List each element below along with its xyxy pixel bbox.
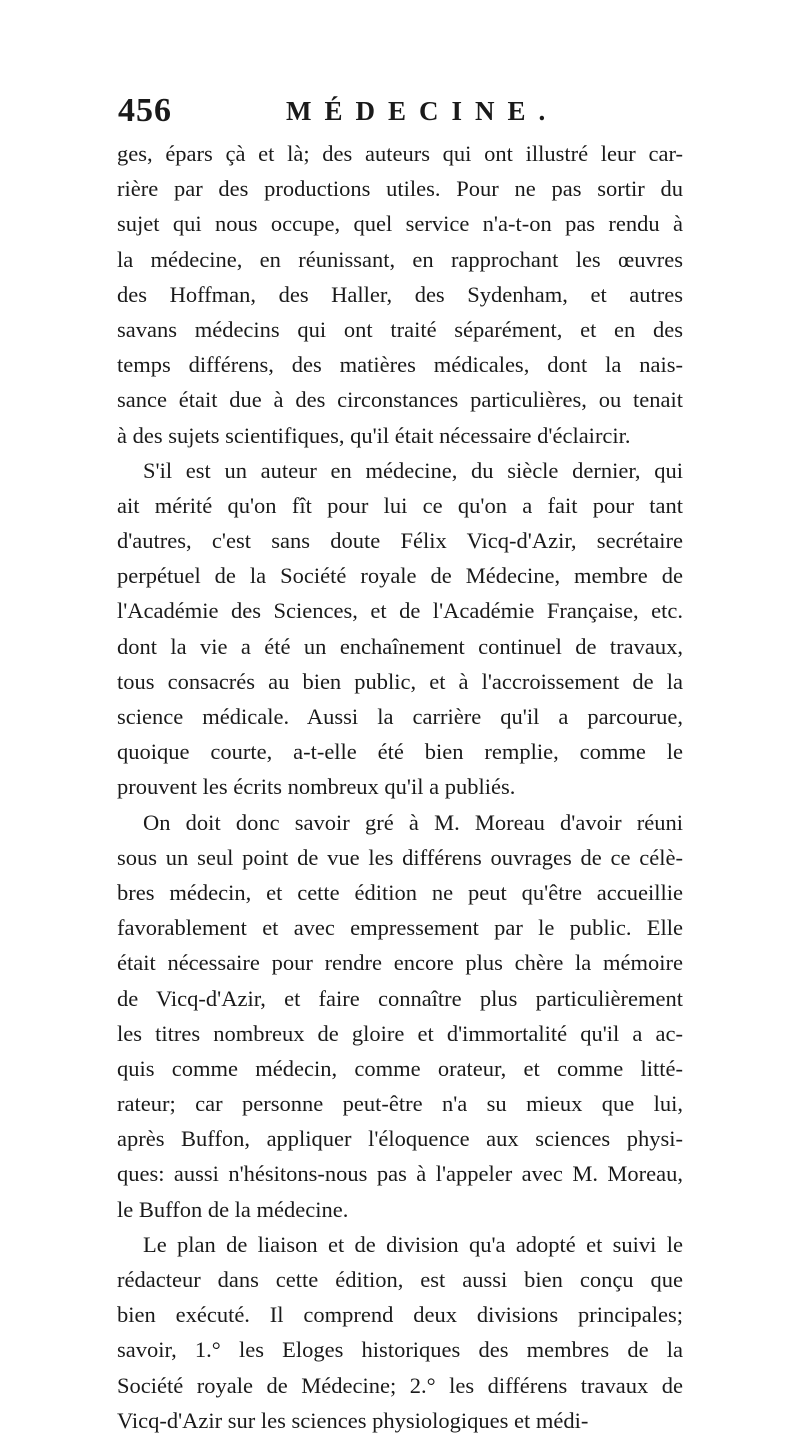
text-line: des Hoffman, des Haller, des Sydenham, et autres [117, 281, 683, 307]
text-line: rateur; car personne peut-être n'a su mieux que lui, [117, 1091, 683, 1117]
text-line: ques: aussi n'hésitons-nous pas à l'appeler avec M. Moreau, [117, 1161, 683, 1187]
text-line: à des sujets scientifiques, qu'il était nécessaire d'éclaircir. [117, 422, 631, 448]
text-line: quoique courte, a-t-elle été bien remplie, comme le [117, 739, 683, 765]
text-line: les titres nombreux de gloire et d'immortalité qu'il a ac- [117, 1020, 683, 1046]
text-line: sous un seul point de vue les différens ouvrages de ce célè- [117, 844, 683, 870]
text-line: sance était due à des circonstances particulières, ou tenait [117, 387, 683, 413]
text-line: S'il est un auteur en médecine, du siècle dernier, qui [143, 457, 683, 483]
text-line: la médecine, en réunissant, en rapprochant les œuvres [117, 246, 683, 272]
text-line: savoir, 1.° les Eloges historiques des membres de la [117, 1337, 683, 1363]
text-line: sujet qui nous occupe, quel service n'a-t-on pas rendu à [117, 211, 683, 237]
running-head: MÉDECINE. [286, 96, 559, 126]
text-line: Le plan de liaison et de division qu'a adopté et suivi le [143, 1231, 683, 1257]
text-line: était nécessaire pour rendre encore plus chère la mémoire [117, 950, 683, 976]
page-number: 456 [118, 92, 172, 129]
text-line: Société royale de Médecine; 2.° les différens travaux de [117, 1372, 683, 1398]
text-line: ait mérité qu'on fît pour lui ce qu'on a fait pour tant [117, 492, 683, 518]
text-line: rédacteur dans cette édition, est aussi bien conçu que [117, 1267, 683, 1292]
text-line: tous consacrés au bien public, et à l'accroissement de la [117, 668, 683, 694]
text-line: d'autres, c'est sans doute Félix Vicq-d'Azir, secrétaire [117, 528, 683, 554]
text-line: quis comme médecin, comme orateur, et comme litté- [117, 1055, 683, 1081]
text-line: l'Académie des Sciences, et de l'Académie Française, etc. [117, 598, 683, 624]
page-header [118, 92, 678, 136]
text-line: bien exécuté. Il comprend deux divisions principales; [117, 1302, 683, 1328]
paragraph [117, 1227, 683, 1438]
text-line: ges, épars çà et là; des auteurs qui ont illustré leur car- [117, 141, 683, 166]
body-text [117, 136, 683, 1438]
text-line: prouvent les écrits nombreux qu'il a publiés. [117, 774, 516, 800]
text-line: le Buffon de la médecine. [117, 1196, 349, 1222]
text-line: favorablement et avec empressement par le public. Elle [117, 915, 683, 941]
text-line: perpétuel de la Société royale de Médecine, membre de [117, 563, 683, 589]
text-line: savans médecins qui ont traité séparément, et en des [117, 316, 683, 342]
text-line: rière par des productions utiles. Pour ne pas sortir du [117, 176, 683, 202]
text-line: bres médecin, et cette édition ne peut qu'être accueillie [117, 879, 683, 905]
text-line: dont la vie a été un enchaînement continuel de travaux, [117, 633, 683, 659]
text-line: On doit donc savoir gré à M. Moreau d'avoir réuni [143, 809, 683, 835]
paragraph [117, 136, 683, 453]
paragraph [117, 453, 683, 805]
text-line: de Vicq-d'Azir, et faire connaître plus particulièrement [117, 985, 683, 1011]
text-line: temps différens, des matières médicales, dont la nais- [117, 352, 683, 378]
text-line: après Buffon, appliquer l'éloquence aux sciences physi- [117, 1126, 683, 1152]
text-line: Vicq-d'Azir sur les sciences physiologiques et médi- [117, 1407, 589, 1433]
text-line: science médicale. Aussi la carrière qu'il a parcourue, [117, 704, 683, 729]
paragraph [117, 805, 683, 1227]
